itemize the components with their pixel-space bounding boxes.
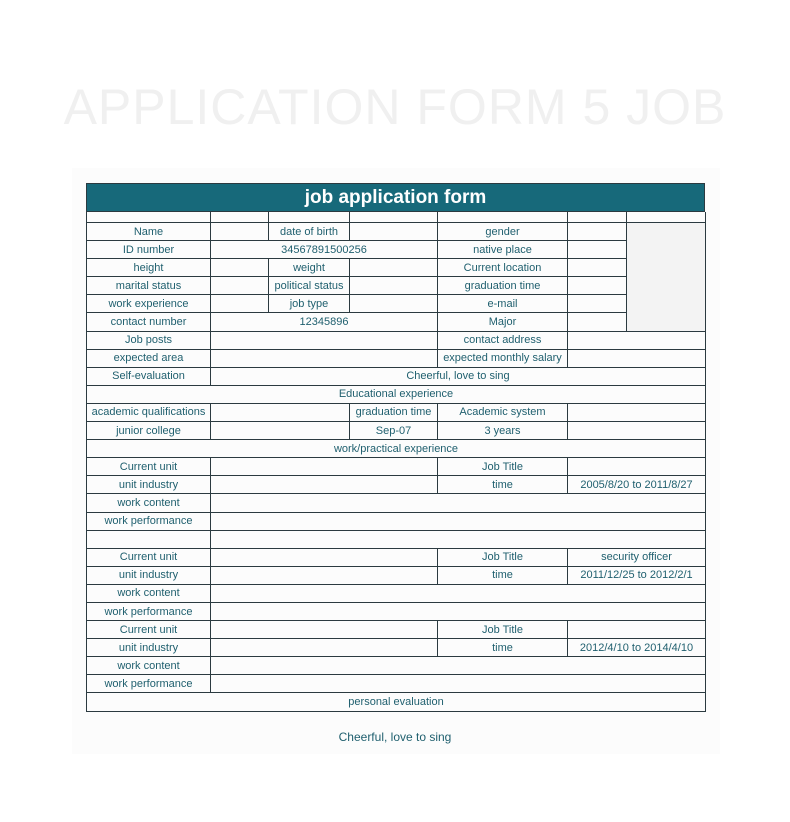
work-performance-value[interactable] <box>211 603 706 621</box>
major-label: Major <box>438 313 568 331</box>
qualification-value[interactable]: junior college <box>87 422 211 440</box>
marital-status-label: marital status <box>87 277 211 295</box>
work-performance-value[interactable] <box>211 513 706 531</box>
job-title-label: Job Title <box>438 621 568 639</box>
self-evaluation-label: Self-evaluation <box>87 368 211 386</box>
graduation-time-label: graduation time <box>438 277 568 295</box>
weight-value[interactable] <box>350 259 438 277</box>
major-value[interactable] <box>568 313 627 331</box>
job-title-label: Job Title <box>438 549 568 567</box>
gender-label: gender <box>438 223 568 241</box>
current-unit-label: Current unit <box>87 549 211 567</box>
form-grid <box>86 212 705 712</box>
edu-graduation-time-value[interactable]: Sep-07 <box>350 422 438 440</box>
school-value[interactable] <box>211 422 350 440</box>
time-label: time <box>438 476 568 494</box>
gender-value[interactable] <box>568 223 627 241</box>
expected-salary-value[interactable] <box>568 350 706 368</box>
watermark-title: APPLICATION FORM 5 JOB <box>63 79 727 135</box>
academic-extra-header <box>568 404 706 422</box>
current-unit-value[interactable] <box>211 621 438 639</box>
expected-area-value[interactable] <box>211 350 438 368</box>
work-experience-value[interactable] <box>211 295 269 313</box>
work-performance-label: work performance <box>87 675 211 693</box>
job-posts-value[interactable] <box>211 332 438 350</box>
spacer-cell <box>438 212 568 223</box>
job-type-value[interactable] <box>350 295 438 313</box>
current-unit-value[interactable] <box>211 458 438 476</box>
academic-extra-value[interactable] <box>568 422 706 440</box>
current-unit-value[interactable] <box>211 549 438 567</box>
political-status-label: political status <box>269 277 350 295</box>
work-experience-label: work experience <box>87 295 211 313</box>
time-value[interactable]: 2012/4/10 to 2014/4/10 <box>568 639 706 657</box>
time-label: time <box>438 639 568 657</box>
name-value[interactable] <box>211 223 269 241</box>
spacer-cell <box>211 212 269 223</box>
time-label: time <box>438 567 568 585</box>
unit-industry-value[interactable] <box>211 567 438 585</box>
work-performance-label: work performance <box>87 513 211 531</box>
native-place-value[interactable] <box>568 241 627 259</box>
academic-qualifications-spacer <box>211 404 350 422</box>
expected-area-label: expected area <box>87 350 211 368</box>
job-title-value[interactable] <box>568 458 706 476</box>
unit-industry-label: unit industry <box>87 476 211 494</box>
job-title-value[interactable]: security officer <box>568 549 706 567</box>
personal-evaluation-heading: personal evaluation <box>87 693 706 711</box>
photo-box[interactable] <box>627 223 706 332</box>
height-value[interactable] <box>211 259 269 277</box>
unit-industry-value[interactable] <box>211 476 438 494</box>
work-performance-value[interactable] <box>211 675 706 693</box>
current-unit-label: Current unit <box>87 621 211 639</box>
id-number-value[interactable]: 34567891500256 <box>211 241 438 259</box>
date-of-birth-value[interactable] <box>350 223 438 241</box>
current-unit-label: Current unit <box>87 458 211 476</box>
academic-system-value[interactable]: 3 years <box>438 422 568 440</box>
work-content-label: work content <box>87 494 211 512</box>
work-content-value[interactable] <box>211 585 706 603</box>
contact-number-value[interactable]: 12345896 <box>211 313 438 331</box>
job-title-value[interactable] <box>568 621 706 639</box>
unit-industry-label: unit industry <box>87 567 211 585</box>
work-content-value[interactable] <box>211 494 706 512</box>
time-value[interactable]: 2005/8/20 to 2011/8/27 <box>568 476 706 494</box>
spacer-cell <box>87 212 211 223</box>
form-title: job application form <box>86 183 705 212</box>
contact-number-label: contact number <box>87 313 211 331</box>
job-posts-label: Job posts <box>87 332 211 350</box>
date-of-birth-label: date of birth <box>269 223 350 241</box>
work-performance-label: work performance <box>87 603 211 621</box>
unit-industry-label: unit industry <box>87 639 211 657</box>
unit-industry-value[interactable] <box>211 639 438 657</box>
marital-status-value[interactable] <box>211 277 269 295</box>
work-content-value[interactable] <box>211 657 706 675</box>
political-status-value[interactable] <box>350 277 438 295</box>
spacer-cell <box>627 212 706 223</box>
blank-cell <box>87 531 211 549</box>
personal-evaluation-value[interactable]: Cheerful, love to sing <box>338 730 452 744</box>
contact-address-value[interactable] <box>568 332 706 350</box>
expected-salary-label: expected monthly salary <box>438 350 568 368</box>
job-type-label: job type <box>269 295 350 313</box>
native-place-label: native place <box>438 241 568 259</box>
name-label: Name <box>87 223 211 241</box>
job-title-label: Job Title <box>438 458 568 476</box>
work-content-label: work content <box>87 585 211 603</box>
work-content-label: work content <box>87 657 211 675</box>
time-value[interactable]: 2011/12/25 to 2012/2/1 <box>568 567 706 585</box>
contact-address-label: contact address <box>438 332 568 350</box>
current-location-value[interactable] <box>568 259 627 277</box>
email-label: e-mail <box>438 295 568 313</box>
weight-label: weight <box>269 259 350 277</box>
spacer-cell <box>568 212 627 223</box>
blank-cell <box>211 531 706 549</box>
application-form <box>86 183 705 712</box>
academic-qualifications-label: academic qualifications <box>87 404 211 422</box>
graduation-time-value[interactable] <box>568 277 627 295</box>
spacer-cell <box>350 212 438 223</box>
educational-experience-heading: Educational experience <box>87 386 706 404</box>
edu-graduation-time-label: graduation time <box>350 404 438 422</box>
academic-system-label: Academic system <box>438 404 568 422</box>
email-value[interactable] <box>568 295 627 313</box>
spacer-cell <box>269 212 350 223</box>
height-label: height <box>87 259 211 277</box>
id-number-label: ID number <box>87 241 211 259</box>
self-evaluation-value[interactable]: Cheerful, love to sing <box>211 368 706 386</box>
current-location-label: Current location <box>438 259 568 277</box>
work-practical-experience-heading: work/practical experience <box>87 440 706 458</box>
